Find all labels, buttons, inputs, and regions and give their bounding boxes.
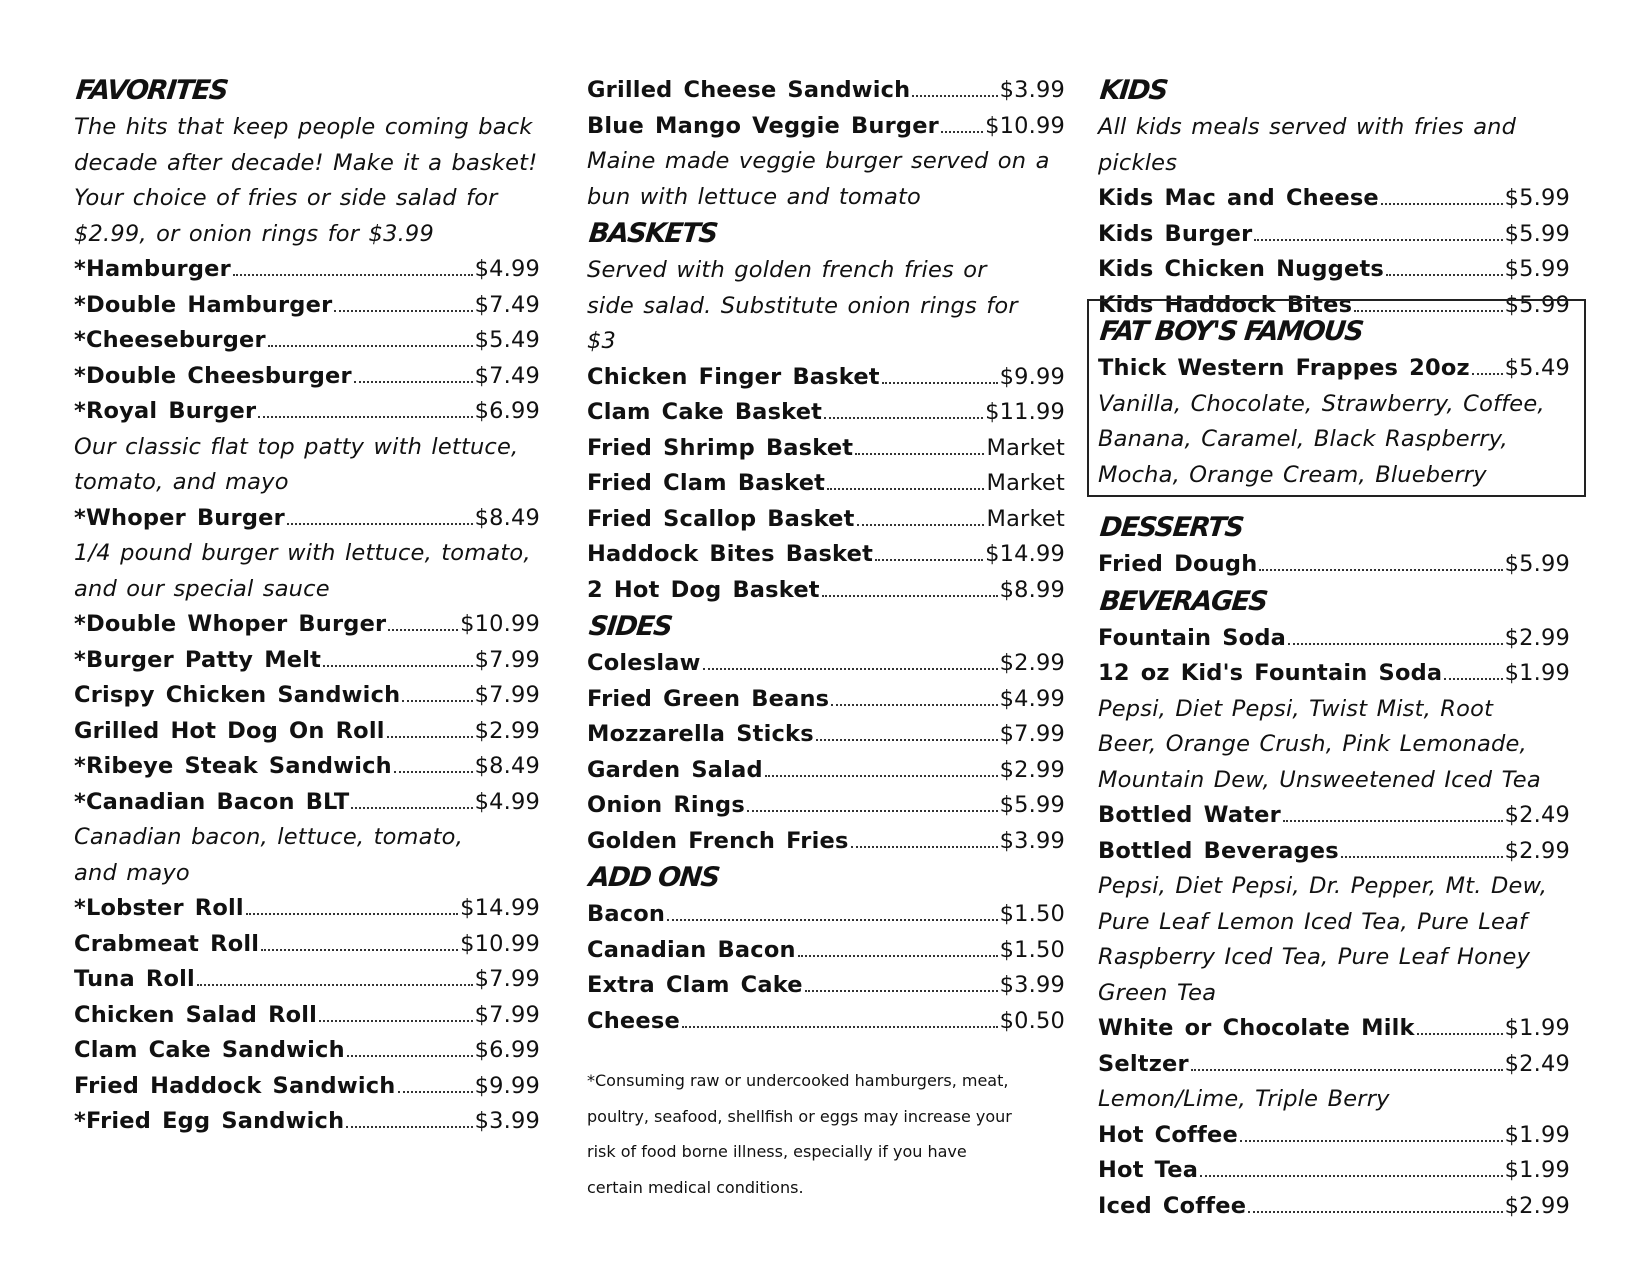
dot-leader: [398, 1091, 473, 1093]
item-name: Blue Mango Veggie Burger: [587, 112, 939, 139]
item-price: $8.49: [474, 753, 540, 779]
dot-leader: [851, 846, 998, 848]
dot-leader: [1200, 1175, 1502, 1177]
item-name: Garden Salad: [587, 756, 763, 783]
item-price: $2.99: [999, 756, 1065, 783]
menu-list: [74, 891, 542, 1140]
menu-item: [74, 927, 540, 963]
item-name: *Ribeye Steak Sandwich: [74, 753, 392, 779]
item-price: $3.99: [474, 1108, 540, 1134]
dot-leader: [703, 668, 998, 670]
item-price: $7.49: [474, 291, 540, 318]
item-price: $2.99: [1504, 837, 1570, 864]
menu-item: [587, 968, 1065, 1004]
menu-item: [74, 998, 540, 1034]
menu-item: [1098, 351, 1570, 387]
menu-item: [74, 394, 540, 430]
menu-item: [74, 962, 540, 998]
dot-leader: [1341, 856, 1503, 858]
item-price: $5.99: [1504, 220, 1570, 247]
item-name: Bacon: [587, 901, 666, 927]
column-kids: [1098, 72, 1580, 323]
menu-item: [74, 1033, 540, 1069]
section-heading-desserts: DESSERTS: [1098, 512, 1245, 543]
item-name: Crispy Chicken Sandwich: [74, 682, 401, 708]
dot-leader: [912, 95, 997, 97]
item-name: Fried Clam Basket: [587, 470, 826, 496]
seltzer-flavors: Lemon/Lime, Triple Berry: [1098, 1086, 1390, 1112]
item-name: Fried Dough: [1098, 551, 1258, 577]
blt-description: Canadian bacon, lettuce, tomato, and mayo: [74, 824, 464, 886]
dot-leader: [855, 453, 984, 455]
item-price: $2.49: [1504, 1050, 1570, 1077]
menu-item: [74, 749, 540, 785]
item-name: Clam Cake Sandwich: [74, 1037, 345, 1063]
dot-leader: [354, 381, 473, 383]
menu-item: [74, 607, 540, 643]
item-price: $5.99: [1504, 256, 1570, 282]
dot-leader: [197, 984, 473, 986]
dot-leader: [1254, 239, 1502, 241]
section-heading-kids: KIDS: [1098, 75, 1169, 106]
menu-item: [587, 646, 1065, 682]
dot-leader: [1386, 274, 1503, 276]
menu-list: [1098, 798, 1580, 869]
menu-list: [74, 252, 542, 430]
menu-item: [587, 682, 1065, 718]
item-name: Crabmeat Roll: [74, 930, 260, 957]
menu-list: [1098, 547, 1580, 583]
dot-leader: [805, 990, 998, 992]
dot-leader: [334, 310, 472, 312]
menu-item: [587, 1004, 1065, 1040]
menu-item: [1098, 1189, 1570, 1225]
dot-leader: [765, 775, 998, 777]
dot-leader: [824, 417, 983, 419]
dot-leader: [1417, 1033, 1503, 1035]
dot-leader: [1248, 1211, 1502, 1213]
bottled-beverages-list: Pepsi, Diet Pepsi, Dr. Pepper, Mt. Dew, Pure Leaf Lemon Iced Tea, Pure Leaf Raspberry Iced Tea, Pure Leaf Honey Green Tea: [1098, 873, 1548, 1006]
dot-leader: [1191, 1069, 1503, 1071]
dot-leader: [258, 416, 472, 418]
dot-leader: [1472, 373, 1503, 375]
item-name: *Hamburger: [74, 256, 231, 282]
item-name: Seltzer: [1098, 1050, 1189, 1077]
menu-item: [1098, 834, 1570, 870]
menu-item: [1098, 252, 1570, 288]
item-price: $3.99: [999, 77, 1065, 103]
item-price: $6.99: [474, 1037, 540, 1063]
frappe-flavors: Vanilla, Chocolate, Strawberry, Coffee, Banana, Caramel, Black Raspberry, Mocha, Orange Cream, Blueberry: [1098, 390, 1545, 488]
item-price: $7.99: [474, 646, 540, 673]
dot-leader: [394, 771, 473, 773]
menu-item: [587, 502, 1065, 538]
menu-list: [1098, 1118, 1580, 1225]
item-name: Fried Scallop Basket: [587, 505, 855, 532]
dot-leader: [261, 949, 458, 951]
menu-item: [587, 573, 1065, 609]
menu-item: [1098, 656, 1570, 692]
item-price: $1.50: [999, 901, 1065, 927]
fat-boys-famous-section: [1098, 313, 1580, 493]
item-name: Kids Haddock Bites: [1098, 291, 1353, 318]
dot-leader: [1259, 569, 1502, 571]
dot-leader: [351, 807, 472, 809]
item-name: Chicken Finger Basket: [587, 363, 880, 390]
item-name: Kids Burger: [1098, 220, 1253, 247]
dot-leader: [822, 595, 998, 597]
item-name: Mozzarella Sticks: [587, 721, 814, 747]
menu-list: [587, 73, 1077, 144]
item-name: Fried Green Beans: [587, 685, 830, 712]
item-price: $1.99: [1504, 1121, 1570, 1148]
section-heading-beverages: BEVERAGES: [1098, 585, 1269, 617]
column-baskets: [587, 73, 1077, 1205]
item-name: *Lobster Roll: [74, 895, 244, 921]
menu-item: [587, 897, 1065, 933]
item-price: $2.99: [1504, 624, 1570, 651]
item-name: 12 oz Kid's Fountain Soda: [1098, 660, 1443, 686]
menu-item: [74, 252, 540, 288]
item-name: *Royal Burger: [74, 398, 257, 424]
menu-list: [587, 360, 1077, 609]
item-name: Haddock Bites Basket: [587, 541, 874, 567]
item-name: Cheese: [587, 1007, 680, 1034]
item-price: $8.99: [999, 576, 1065, 603]
item-price: $10.99: [460, 930, 540, 957]
dot-leader: [233, 274, 473, 276]
item-price: $9.99: [999, 363, 1065, 390]
item-price: $7.99: [474, 966, 540, 992]
item-name: *Double Hamburger: [74, 291, 333, 318]
item-price: $9.99: [474, 1072, 540, 1099]
item-price: $3.99: [999, 827, 1065, 854]
dot-leader: [1381, 203, 1503, 205]
item-price: $11.99: [985, 399, 1065, 425]
dot-leader: [246, 913, 458, 915]
item-name: *Burger Patty Melt: [74, 646, 322, 673]
menu-item: [74, 714, 540, 750]
dot-leader: [287, 523, 473, 525]
dot-leader: [682, 1026, 998, 1028]
menu-list: [1098, 1011, 1580, 1082]
item-name: Coleslaw: [587, 650, 701, 676]
menu-item: [74, 359, 540, 395]
item-price: $1.99: [1504, 1015, 1570, 1041]
item-price: $10.99: [985, 112, 1065, 139]
item-name: *Cheeseburger: [74, 327, 266, 353]
item-name: *Whoper Burger: [74, 504, 285, 531]
dot-leader: [1288, 643, 1503, 645]
menu-list: [587, 646, 1077, 859]
item-name: 2 Hot Dog Basket: [587, 576, 820, 603]
item-price: $4.99: [999, 685, 1065, 712]
section-heading-add-ons: ADD ONS: [587, 862, 721, 893]
menu-item: [587, 824, 1065, 860]
dot-leader: [747, 810, 998, 812]
menu-item: [587, 431, 1065, 467]
dot-leader: [857, 524, 985, 526]
food-safety-disclaimer: [587, 1063, 1077, 1205]
item-name: Chicken Salad Roll: [74, 1001, 318, 1028]
item-name: Grilled Cheese Sandwich: [587, 77, 911, 103]
disclaimer-line: *Consuming raw or undercooked hamburgers, meat,: [587, 1071, 1009, 1090]
menu-item: [74, 891, 540, 927]
dot-leader: [941, 131, 983, 133]
menu-item: [74, 643, 540, 679]
menu-item: [1098, 1118, 1570, 1154]
item-price: Market: [986, 434, 1065, 461]
menu-item: [587, 73, 1065, 109]
menu-item: [1098, 547, 1570, 583]
menu-item: [74, 678, 540, 714]
item-name: *Canadian Bacon BLT: [74, 788, 350, 815]
item-price: $14.99: [460, 895, 540, 921]
menu-item: [587, 109, 1065, 145]
column-favorites: [74, 72, 542, 1140]
menu-item: [74, 1069, 540, 1105]
menu-item: [587, 717, 1065, 753]
menu-item: [74, 785, 540, 821]
item-price: $5.99: [1504, 185, 1570, 211]
dot-leader: [827, 488, 984, 490]
item-price: $8.49: [474, 504, 540, 531]
item-price: $1.99: [1504, 660, 1570, 686]
item-price: $0.50: [999, 1007, 1065, 1034]
menu-item: [1098, 1153, 1570, 1189]
menu-item: [587, 537, 1065, 573]
item-name: Hot Coffee: [1098, 1121, 1238, 1148]
item-price: $5.49: [1504, 355, 1570, 381]
menu-item: [1098, 621, 1570, 657]
item-price: $1.99: [1504, 1157, 1570, 1183]
item-price: $6.99: [474, 398, 540, 424]
menu-item: [1098, 1047, 1570, 1083]
section-heading-sides: SIDES: [587, 611, 673, 642]
item-name: Tuna Roll: [74, 966, 195, 992]
kids-description: All kids meals served with fries and pickles: [1098, 114, 1517, 176]
item-name: Bottled Water: [1098, 802, 1281, 828]
item-price: $2.99: [474, 717, 540, 744]
item-name: *Double Whoper Burger: [74, 611, 387, 637]
item-name: Fried Shrimp Basket: [587, 434, 854, 461]
column-desserts-beverages: [1098, 509, 1580, 1224]
menu-item: [1098, 798, 1570, 834]
item-price: $4.99: [474, 256, 540, 282]
dot-leader: [268, 345, 473, 347]
item-price: $7.99: [999, 721, 1065, 747]
dot-leader: [667, 919, 997, 921]
royal-burger-description: Our classic flat top patty with lettuce, tomato, and mayo: [74, 433, 519, 495]
menu-item: [1098, 217, 1570, 253]
dot-leader: [387, 736, 473, 738]
item-name: Kids Chicken Nuggets: [1098, 256, 1384, 282]
menu-item: [587, 933, 1065, 969]
disclaimer-line: poultry, seafood, shellfish or eggs may increase your: [587, 1106, 1012, 1126]
item-name: Kids Mac and Cheese: [1098, 185, 1379, 211]
dot-leader: [402, 700, 472, 702]
item-price: $10.99: [460, 611, 540, 637]
menu-item: [1098, 1011, 1570, 1047]
item-price: $5.99: [1504, 291, 1570, 318]
baskets-description: Served with golden french fries or side salad. Substitute onion rings for $3: [587, 257, 1018, 354]
item-price: $7.49: [474, 362, 540, 389]
item-name: Fried Haddock Sandwich: [74, 1072, 396, 1099]
item-name: Fountain Soda: [1098, 624, 1287, 651]
fountain-soda-flavors: Pepsi, Diet Pepsi, Twist Mist, Root Beer, Orange Crush, Pink Lemonade, Mountain Dew, Unsweetened Iced Tea: [1098, 695, 1541, 793]
item-price: $2.99: [999, 650, 1065, 676]
item-price: $5.99: [999, 792, 1065, 818]
dot-leader: [323, 665, 472, 667]
item-price: $5.49: [474, 327, 540, 353]
item-price: $7.99: [474, 1001, 540, 1028]
item-name: Thick Western Frappes 20oz: [1098, 355, 1470, 381]
item-name: *Double Cheesburger: [74, 362, 352, 389]
item-name: Bottled Beverages: [1098, 837, 1339, 864]
item-name: Clam Cake Basket: [587, 399, 823, 425]
dot-leader: [319, 1020, 472, 1022]
dot-leader: [816, 739, 998, 741]
menu-item: [587, 360, 1065, 396]
dot-leader: [1444, 678, 1502, 680]
dot-leader: [388, 629, 458, 631]
item-price: $14.99: [985, 541, 1065, 567]
menu-item: [74, 323, 540, 359]
dot-leader: [798, 955, 998, 957]
item-price: Market: [986, 505, 1065, 532]
veggie-burger-description: Maine made veggie burger served on a bun with lettuce and tomato: [587, 148, 1050, 210]
menu-item: [587, 466, 1065, 502]
item-name: Golden French Fries: [587, 827, 849, 854]
dot-leader: [1283, 820, 1503, 822]
menu-list: [587, 897, 1077, 1039]
item-price: Market: [986, 470, 1065, 496]
item-name: *Fried Egg Sandwich: [74, 1108, 345, 1134]
item-price: $4.99: [474, 788, 540, 815]
whoper-burger-description: 1/4 pound burger with lettuce, tomato, and our special sauce: [74, 540, 531, 602]
favorites-description: The hits that keep people coming back decade after decade! Make it a basket! Your choice of fries or side salad for $2.99, or onion rings for $3.99: [74, 114, 538, 247]
item-price: $2.49: [1504, 802, 1570, 828]
menu-item: [74, 501, 540, 537]
menu-item: [587, 788, 1065, 824]
dot-leader: [875, 559, 983, 561]
dot-leader: [346, 1126, 472, 1128]
item-name: White or Chocolate Milk: [1098, 1015, 1415, 1041]
section-heading-favorites: FAVORITES: [74, 75, 229, 106]
disclaimer-line: certain medical conditions.: [587, 1177, 804, 1197]
item-name: Hot Tea: [1098, 1157, 1199, 1183]
dot-leader: [831, 704, 997, 706]
menu-item: [74, 1104, 540, 1140]
disclaimer-line: risk of food borne illness, especially if you have: [587, 1142, 967, 1161]
menu-item: [587, 753, 1065, 789]
item-name: Canadian Bacon: [587, 936, 796, 963]
item-price: $1.50: [999, 936, 1065, 963]
dot-leader: [882, 382, 998, 384]
section-heading-fat-boys-famous: FAT BOY'S FAMOUS: [1098, 316, 1365, 347]
item-price: $3.99: [999, 972, 1065, 998]
item-price: $2.99: [1504, 1192, 1570, 1219]
menu-item: [587, 395, 1065, 431]
menu-list: [74, 607, 542, 820]
menu-list: [1098, 621, 1580, 692]
dot-leader: [1240, 1140, 1503, 1142]
dot-leader: [347, 1055, 473, 1057]
item-price: $5.99: [1504, 551, 1570, 577]
item-name: Iced Coffee: [1098, 1192, 1247, 1219]
menu-item: [1098, 181, 1570, 217]
item-name: Onion Rings: [587, 792, 745, 818]
item-price: $7.99: [474, 682, 540, 708]
item-name: Extra Clam Cake: [587, 972, 803, 998]
section-heading-baskets: BASKETS: [587, 218, 719, 249]
menu-item: [74, 288, 540, 324]
item-name: Grilled Hot Dog On Roll: [74, 717, 385, 744]
